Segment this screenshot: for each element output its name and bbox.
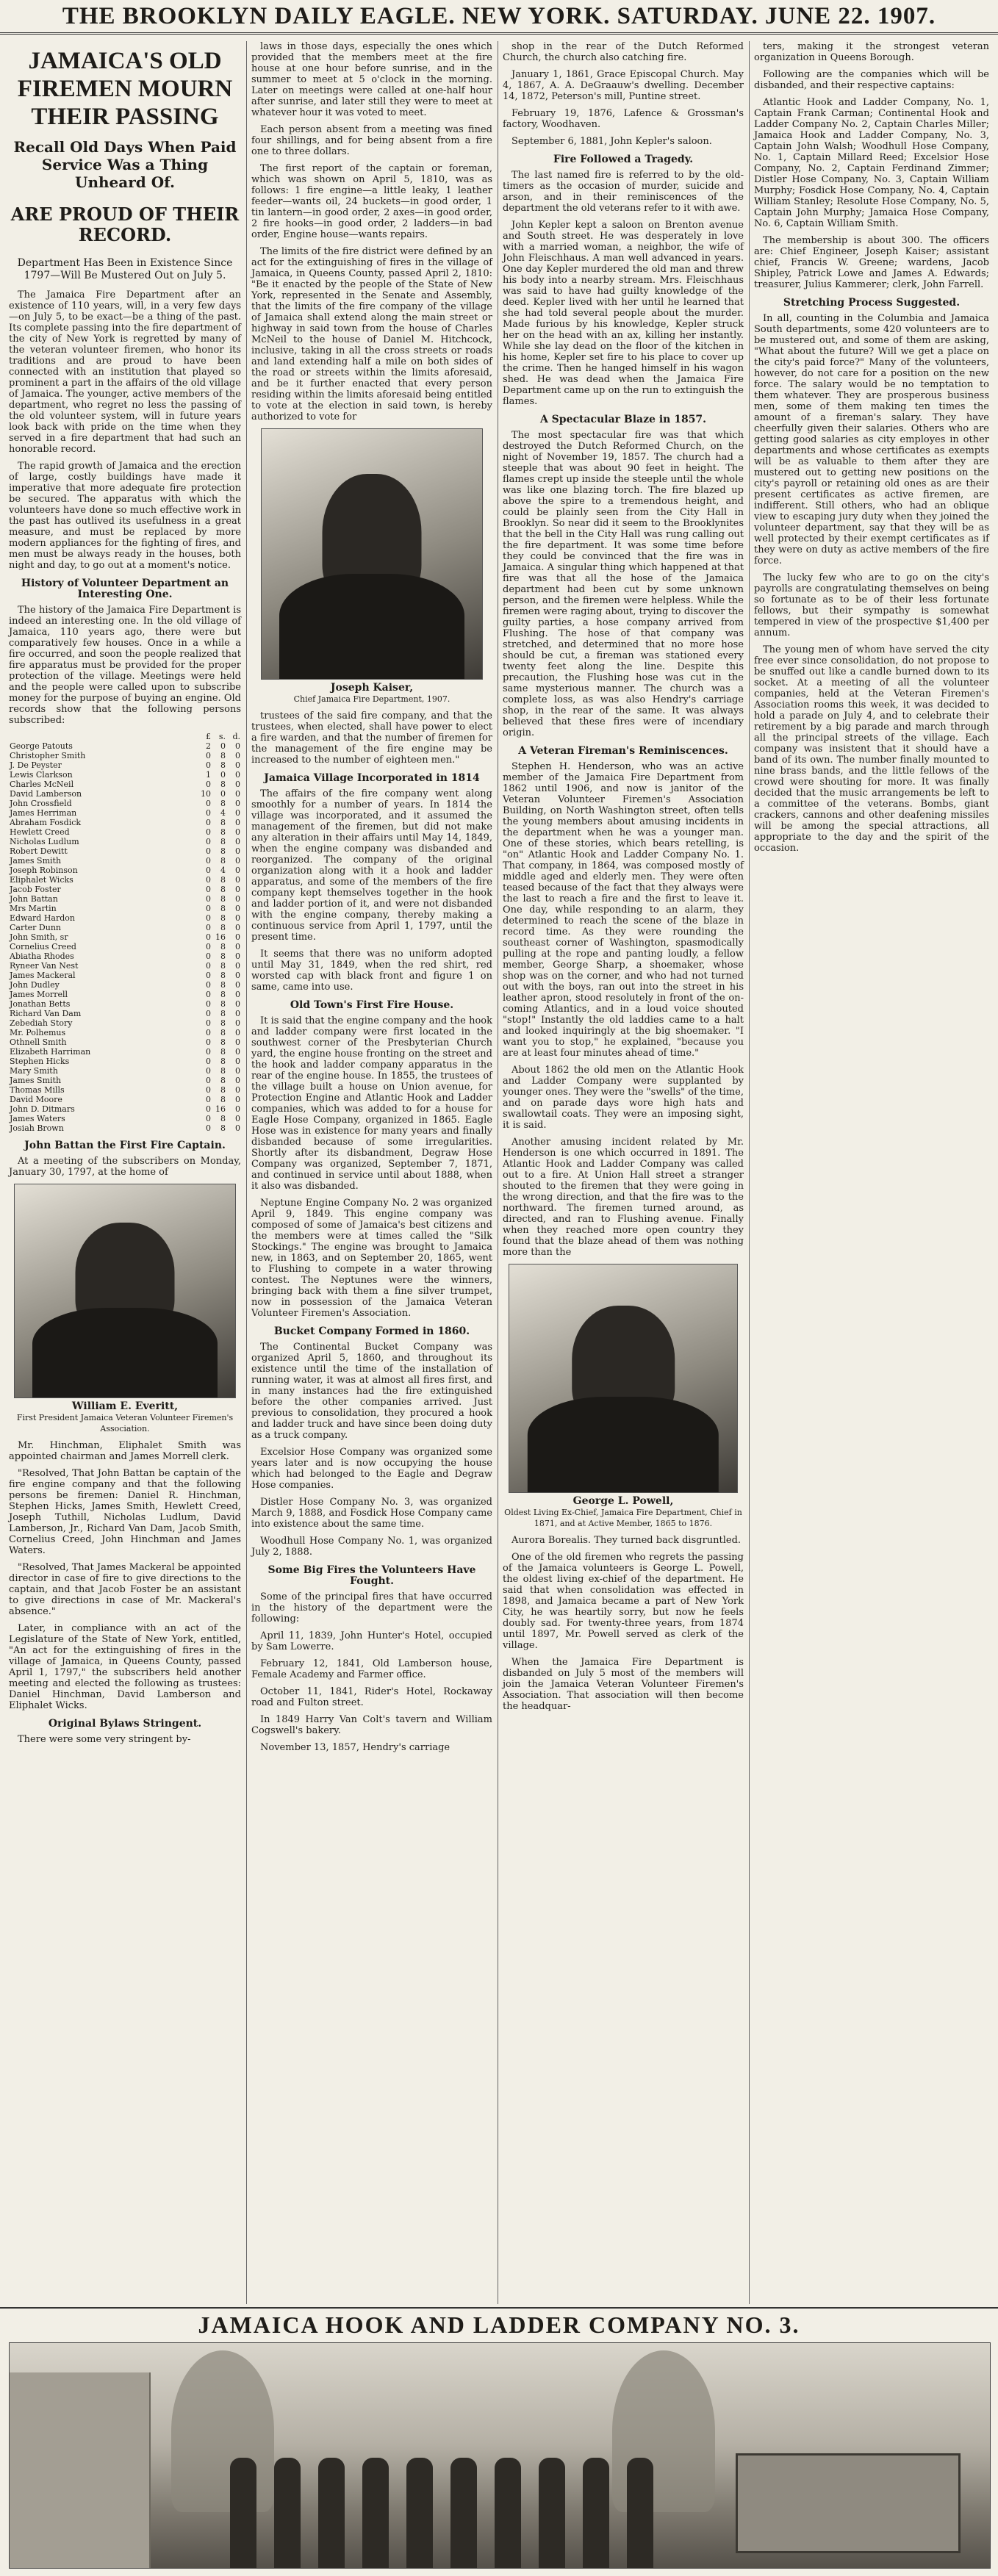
article-paragraph: Excelsior Hose Company was organized some years later and is now occupying the house which had belonged to the Eagle and Degraw Hose companies. xyxy=(251,1447,492,1491)
table-row xyxy=(9,990,241,999)
lead-subhead-2: ARE PROUD OF THEIR RECORD. xyxy=(10,204,240,245)
table-cell: 8 xyxy=(220,827,226,837)
table-cell: 0 xyxy=(235,751,240,760)
table-cell: 0 xyxy=(235,846,240,856)
table-cell: 0 xyxy=(206,751,211,760)
table-cell: 16 xyxy=(215,1104,226,1114)
table-cell: Cornelius Creed xyxy=(10,942,76,951)
table-cell: 0 xyxy=(206,894,211,904)
column-4 xyxy=(754,41,989,860)
photo-ladder-truck xyxy=(736,2453,961,2553)
group-photo xyxy=(9,2342,991,2569)
table-cell: 8 xyxy=(220,1047,226,1057)
article-paragraph: Each person absent from a meeting was fined four shillings, and for being absent from a fire one to three dollars. xyxy=(251,124,492,157)
table-row xyxy=(9,971,241,980)
table-row xyxy=(9,1123,241,1133)
table-cell: Thomas Mills xyxy=(10,1085,65,1095)
table-cell: Richard Van Dam xyxy=(10,1009,82,1018)
table-cell: David Lamberson xyxy=(10,789,82,799)
table-row xyxy=(9,1114,241,1123)
article-paragraph: Following are the companies which will be disbanded, and their respective captains: xyxy=(754,69,989,91)
article-paragraph: At a meeting of the subscribers on Monday, January 30, 1797, at the home of xyxy=(9,1156,241,1178)
table-cell: James Waters xyxy=(10,1114,65,1123)
table-cell: 0 xyxy=(206,760,211,770)
table-cell: Hewlett Creed xyxy=(10,827,70,837)
table-cell: 0 xyxy=(235,760,240,770)
table-cell: 0 xyxy=(206,1037,211,1047)
article-paragraph: shop in the rear of the Dutch Reformed Church, the church also catching fire. xyxy=(503,41,744,63)
table-cell: 0 xyxy=(235,1085,240,1095)
table-row xyxy=(9,875,241,885)
table-cell: 8 xyxy=(220,1123,226,1133)
table-cell: 0 xyxy=(235,1066,240,1076)
table-cell: 8 xyxy=(220,980,226,990)
table-cell: 0 xyxy=(206,866,211,875)
article-paragraph: The last named fire is referred to by the old-timers as the occasion of murder, suicide and arson, and in their reminiscences of the department the old veterans refer to it with awe. xyxy=(503,170,744,214)
table-cell: 0 xyxy=(206,818,211,827)
table-cell: James Morrell xyxy=(10,990,68,999)
table-cell: Ryneer Van Nest xyxy=(10,961,79,971)
portrait-photo xyxy=(509,1264,738,1493)
table-row xyxy=(9,789,241,799)
table-cell: Mrs Martin xyxy=(10,904,57,913)
table-cell: 8 xyxy=(220,1076,226,1085)
table-row xyxy=(9,1037,241,1047)
table-row xyxy=(9,818,241,827)
table-row xyxy=(9,1095,241,1104)
table-cell: 1 xyxy=(206,770,211,780)
article-paragraph: Neptune Engine Company No. 2 was organized April 9, 1849. This engine company was composed of some of Jamaica's best citizens and the members were at times called the "Silk Stockings." The engine was brought to Jamaica new, in 1863, and on September 20, 1865, went to Flushing to compete in a water throwing contest. The Neptunes were the winners, bringing back with them a fine silver trumpet, now in possession of the Jamaica Veteran Volunteer Firemen's Association. xyxy=(251,1198,492,1319)
article-paragraph: The history of the Jamaica Fire Department is indeed an interesting one. In the old village of Jamaica, 110 years ago, there were but comparatively few houses. Once in a while a fire occurred, and soon the people realized that fire apparatus must be provided for the proper protection of the village. Meetings were held and the people were called upon to subscribe money for the purpose of buying an engine. Old records show that the following persons subscribed: xyxy=(9,605,241,726)
article-paragraph: Woodhull Hose Company No. 1, was organized July 2, 1888. xyxy=(251,1536,492,1558)
table-row xyxy=(9,1066,241,1076)
section-heading: Some Big Fires the Volunteers Have Fought. xyxy=(268,1564,476,1587)
article-paragraph: September 6, 1881, John Kepler's saloon. xyxy=(511,136,712,147)
column-rule xyxy=(749,41,750,2304)
table-row xyxy=(9,827,241,837)
table-cell: 0 xyxy=(206,846,211,856)
table-cell: 8 xyxy=(220,1018,226,1028)
section-heading: Original Bylaws Stringent. xyxy=(48,1718,202,1730)
table-cell: 8 xyxy=(220,875,226,885)
table-row xyxy=(9,885,241,894)
table-row xyxy=(9,1076,241,1085)
table-cell: 0 xyxy=(235,1028,240,1037)
article-paragraph: The affairs of the fire company went along smoothly for a number of years. In 1814 the village was incorporated, and it assumed the management of the firemen, but did not make any alteration in their affairs until May 14, 1849, when the engine company was disbanded and reorganized. The company of the original organization along with it a hook and ladder apparatus, and some of the members of the fire company kept themselves together in the hook and ladder portion of it, and were not disbanded with the engine company, thereby making a continuous service from April 1, 1797, until the present time. xyxy=(251,788,492,943)
table-row xyxy=(9,846,241,856)
table-cell: 0 xyxy=(235,827,240,837)
table-cell: 0 xyxy=(235,932,240,942)
table-row xyxy=(9,1057,241,1066)
article-paragraph: "Resolved, That John Battan be captain of the fire engine company and that the following persons be firemen: Daniel R. Hinchman, Stephen Hicks, James Smith, Hewlett Creed, Joseph Tuthill, Nicholas Ludlum, David Lamberson, Jr., Richard Van Dam, Jacob Smith, Cornelius Creed, John Hinchman and James Waters. xyxy=(9,1468,241,1556)
table-cell: Jonathan Betts xyxy=(10,999,71,1009)
table-cell: 0 xyxy=(206,856,211,866)
article-paragraph: In 1849 Harry Van Colt's tavern and William Cogswell's bakery. xyxy=(251,1714,492,1736)
table-row xyxy=(9,913,241,923)
table-cell: 0 xyxy=(206,1057,211,1066)
table-cell: 0 xyxy=(235,1104,240,1114)
table-cell: 0 xyxy=(235,780,240,789)
article-paragraph: laws in those days, especially the ones which provided that the members meet at the fire house at one hour before sunrise, and in the summer to meet at 5 o'clock in the morning. Later on meetings were called at one-half hour after sunrise, and later still they were to meet at whatever hour it was voted to meet. xyxy=(251,41,492,118)
table-cell: Josiah Brown xyxy=(10,1123,64,1133)
table-cell: Nicholas Ludlum xyxy=(10,837,79,846)
table-cell: 0 xyxy=(206,1009,211,1018)
table-cell: 0 xyxy=(220,741,226,751)
article-paragraph: "Resolved, That James Mackeral be appointed director in case of fire to give directions to the captain, and that Jacob Foster be an assistant to give directions in case of Mr. Mackeral's absence." xyxy=(9,1562,241,1617)
article-paragraph: The first report of the captain or foreman, which was shown on April 5, 1810, was as follows: 1 fire engine—a little leaky, 1 leather feeder—wants oil, 24 buckets—in good order, 1 tin lantern—in good order, 2 axes—in good order, 2 fire hooks—in good order, 2 ladders—in bad order, Engine house—wants repairs. xyxy=(251,163,492,240)
table-cell: 8 xyxy=(220,846,226,856)
article-paragraph: John Kepler kept a saloon on Brenton avenue and South street. He was desperately in love with a married woman, a neighbor, the wife of John Fleischhaus. A man well advanced in years. One day Kepler murdered the old man and threw his body into a nearby stream. Mrs. Fleischhaus was said to have had guilty knowledge of the deed. Kepler lived with her until he learned that she had told several people about the murder. Made furious by his knowledge, Kepler struck her on the head with an ax, killing her instantly. While she lay dead on the floor of the kitchen in his home, Kepler set fire to his place to cover up the crime. Then he hanged himself in his wagon shed. He was dead when the Jamaica Fire Department came up on the run to extinguish the flames. xyxy=(503,220,744,407)
table-cell: John Battan xyxy=(10,894,58,904)
table-row xyxy=(9,980,241,990)
article-paragraph: One of the old firemen who regrets the passing of the Jamaica volunteers is George L. Powell, the oldest living ex-chief of the department. He said that when consolidation was effected in 1898, and Jamaica became a part of New York City, he was heartily sorry, but now he feels doubly sad. For twenty-three years, from 1874 until 1897, Mr. Powell served as clerk of the village. xyxy=(503,1552,744,1651)
column-3 xyxy=(503,41,744,1718)
table-cell: 8 xyxy=(220,1066,226,1076)
table-cell: 0 xyxy=(206,1076,211,1085)
table-row xyxy=(9,760,241,770)
table-cell: 0 xyxy=(206,1047,211,1057)
photo-subcaption: Chief Jamaica Fire Department, 1907. xyxy=(293,694,450,704)
table-cell: John Crossfield xyxy=(10,799,72,808)
article-paragraph: The Jamaica Fire Department after an existence of 110 years, will, in a very few days—on July 5, to be exact—be a thing of the past. Its complete passing into the fire department of the city of New York is regretted by many of the veteran volunteer firemen, who honor its traditions and are proud to have been connected with an institution that played so prominent a part in the affairs of the old village of Jamaica. The younger, active members of the department, who regret no less the passing of the old volunteer system, will in future years look back with pride on the time when they served in a fire department that had such an honorable record. xyxy=(9,289,241,455)
table-cell: 0 xyxy=(235,885,240,894)
table-cell: 0 xyxy=(206,780,211,789)
table-cell: Eliphalet Wicks xyxy=(10,875,73,885)
table-row xyxy=(9,942,241,951)
table-cell: James Mackeral xyxy=(10,971,76,980)
table-cell: Jacob Foster xyxy=(10,885,61,894)
table-cell: Lewis Clarkson xyxy=(10,770,73,780)
table-row xyxy=(9,904,241,913)
table-row xyxy=(9,808,241,818)
table-cell: 0 xyxy=(206,932,211,942)
section-heading: Jamaica Village Incorporated in 1814 xyxy=(264,772,480,784)
table-cell: 0 xyxy=(235,875,240,885)
table-cell: 0 xyxy=(235,999,240,1009)
lead-headline: JAMAICA'S OLD FIREMEN MOURN THEIR PASSING xyxy=(17,48,233,130)
table-row xyxy=(9,741,241,751)
table-cell: 0 xyxy=(235,1076,240,1085)
table-cell: 8 xyxy=(220,1114,226,1123)
table-cell: 0 xyxy=(235,980,240,990)
table-cell: 0 xyxy=(206,904,211,913)
table-row xyxy=(9,770,241,780)
table-cell: 0 xyxy=(235,741,240,751)
table-cell: 0 xyxy=(206,1123,211,1133)
table-cell: 8 xyxy=(220,913,226,923)
table-cell: 8 xyxy=(220,951,226,961)
table-row xyxy=(9,1028,241,1037)
table-cell: 0 xyxy=(206,1114,211,1123)
table-cell: Joseph Robinson xyxy=(10,866,78,875)
table-cell: 0 xyxy=(206,1104,211,1114)
table-row xyxy=(9,932,241,942)
table-cell: 0 xyxy=(206,808,211,818)
table-cell: Edward Hardon xyxy=(10,913,75,923)
article-paragraph: The rapid growth of Jamaica and the erection of large, costly buildings have made it imperative that more adequate fire protection be secured. The apparatus with which the volunteers have done so much effective work in the past has outlived its usefulness in a great measure, and must be replaced by more modern appliances for the fighting of fires, and men must be always ready in the houses, both night and day, to go out at a moment's notice. xyxy=(9,461,241,571)
table-cell: 0 xyxy=(206,1028,211,1037)
table-cell: 0 xyxy=(206,1095,211,1104)
table-cell: 0 xyxy=(235,971,240,980)
table-row xyxy=(9,866,241,875)
table-cell: Zebediah Story xyxy=(10,1018,73,1028)
table-cell: 8 xyxy=(220,961,226,971)
table-cell: 0 xyxy=(235,1009,240,1018)
table-cell: 8 xyxy=(220,799,226,808)
article-paragraph: October 11, 1841, Rider's Hotel, Rockaway road and Fulton street. xyxy=(251,1686,492,1708)
table-cell: Robert Dewitt xyxy=(10,846,68,856)
article-paragraph: In all, counting in the Columbia and Jamaica South departments, some 420 volunteers are to be mustered out, and some of them are asking, "What about the future? Will we get a place on the city's paid force?" Many of the volunteers, however, do not care for a position on the new force. The salary would be no temptation to them whatever. They are prosperous business men, some of them making ten times the amount of a fireman's salary. They have cheerfully given their salaries. Others who are getting good salaries as city employes in other departments and whose certificates as exempts will be as valuable to them after they are mustered out to getting new positions on the city's payroll or retaining old ones as are their present certificates as active firemen, are indifferent. Still others, who had an oblique view to escaping jury duty when they joined the volunteer department, say that they will be as well protected by their exempt certificates as if they were on duty as active members of the fire force. xyxy=(754,313,989,566)
table-cell: 0 xyxy=(235,1114,240,1123)
article-paragraph: February 19, 1876, Lafence & Grossman's factory, Woodhaven. xyxy=(503,108,744,130)
masthead: THE BROOKLYN DAILY EAGLE. NEW YORK. SATURDAY. JUNE 22. 1907. xyxy=(0,0,998,35)
table-cell: 4 xyxy=(220,866,226,875)
table-cell: 0 xyxy=(235,913,240,923)
table-cell: 0 xyxy=(235,1057,240,1066)
article-paragraph: When the Jamaica Fire Department is disbanded on July 5 most of the members will join the Jamaica Veteran Volunteer Firemen's Association. That association will then become the headquar- xyxy=(503,1657,744,1712)
table-cell: Mr. Polhemus xyxy=(10,1028,66,1037)
bottom-headline: JAMAICA HOOK AND LADDER COMPANY NO. 3. xyxy=(0,2307,998,2341)
article-paragraph: Atlantic Hook and Ladder Company, No. 1, Captain Frank Carman; Continental Hook and Ladder Company No. 2, Captain Charles Miller; Jamaica Hook and Ladder Company, No. 3, Captain John Walsh; Woodhull Hose Company, No. 1, Captain Millard Reed; Excelsior Hose Company, No. 2, Captain Ferdinand Zimmer; Distler Hose Company, No. 3, Captain William Murphy; Fosdick Hose Company, No. 4, Captain William Stanley; Resolute Hose Company, No. 5, Captain John Murphy; Jamaica Hose Company, No. 6, Captain William Smith. xyxy=(754,97,989,229)
table-cell: 8 xyxy=(220,894,226,904)
column-2 xyxy=(251,41,492,1759)
article-paragraph: It seems that there was no uniform adopted until May 31, 1849, when the red shirt, red worsted cap with black front and figure 1 on same, came into use. xyxy=(251,949,492,993)
photo-subcaption: First President Jamaica Veteran Volunteer Firemen's Association. xyxy=(16,1413,234,1433)
table-cell: 8 xyxy=(220,751,226,760)
table-cell: Carter Dunn xyxy=(10,923,61,932)
table-cell: James Herriman xyxy=(10,808,77,818)
table-cell: 8 xyxy=(220,780,226,789)
table-header: s. xyxy=(218,732,226,741)
table-cell: 8 xyxy=(220,818,226,827)
table-row xyxy=(9,837,241,846)
table-cell: 0 xyxy=(220,770,226,780)
article-paragraph: ters, making it the strongest veteran organization in Queens Borough. xyxy=(754,41,989,63)
table-cell: 0 xyxy=(235,1123,240,1133)
table-cell: 0 xyxy=(235,808,240,818)
table-cell: 0 xyxy=(235,942,240,951)
table-cell: 8 xyxy=(220,1028,226,1037)
table-cell: James Smith xyxy=(10,1076,62,1085)
column-rule xyxy=(246,41,247,2304)
table-cell: 0 xyxy=(235,904,240,913)
photo-caption: George L. Powell, xyxy=(572,1495,674,1507)
table-header: £ xyxy=(206,732,211,741)
table-cell: Elizabeth Harriman xyxy=(10,1047,91,1057)
table-cell: 4 xyxy=(220,808,226,818)
section-heading: A Spectacular Blaze in 1857. xyxy=(539,414,707,425)
table-cell: James Smith xyxy=(10,856,62,866)
article-paragraph: Another amusing incident related by Mr. Henderson is one which occurred in 1891. The Atlantic Hook and Ladder Company was called out to a fire. At Union Hall street a stranger shouted to the firemen that they were going in the wrong direction, and that the fire was to the northward. The firemen turned around, as directed, and ran to Flushing avenue. Finally when they reached more open country they found that the blaze ahead of them was nothing more than the xyxy=(503,1137,744,1258)
table-row xyxy=(9,894,241,904)
table-cell: 0 xyxy=(206,885,211,894)
photo-subcaption: Oldest Living Ex-Chief, Jamaica Fire Department, Chief in 1871, and at Active Member, 1865 to 1876. xyxy=(504,1508,742,1528)
column-1 xyxy=(9,41,241,1751)
table-cell: George Patouts xyxy=(10,741,73,751)
table-cell: 8 xyxy=(220,1009,226,1018)
table-cell: 0 xyxy=(235,856,240,866)
lead-deck: Department Has Been in Existence Since 1797—Will Be Mustered Out on July 5. xyxy=(17,257,233,281)
article-paragraph: Some of the principal fires that have occurred in the history of the department were the following: xyxy=(251,1591,492,1625)
article-paragraph: About 1862 the old men on the Atlantic Hook and Ladder Company were supplanted by younger ones. They were the "swells" of the time, and on parade days wore high hats and swallowtail coats. They were an imposing sight, it is said. xyxy=(503,1065,744,1131)
table-cell: 8 xyxy=(220,837,226,846)
table-row xyxy=(9,780,241,789)
table-cell: 0 xyxy=(235,770,240,780)
section-heading: Fire Followed a Tragedy. xyxy=(553,154,694,165)
table-row xyxy=(9,1009,241,1018)
table-cell: Othnell Smith xyxy=(10,1037,67,1047)
article-paragraph: The Continental Bucket Company was organized April 5, 1860, and throughout its existence until the time of the installation of running water, it was at almost all fires first, and in many instances had the fire extinguished before the other companies arrived. Just previous to consolidation, they procured a hook and ladder truck and have since been doing duty as a truck company. xyxy=(251,1342,492,1441)
article-paragraph: Later, in compliance with an act of the Legislature of the State of New York, entitled, "An act for the extinguishing of fires in the village of Jamaica, in Queens County, passed April 1, 1797," the subscribers held another meeting and elected the following as trustees: Daniel Hinchman, David Lamberson and Eliphalet Wicks. xyxy=(9,1623,241,1711)
table-cell: John D. Ditmars xyxy=(10,1104,75,1114)
table-cell: 0 xyxy=(235,837,240,846)
table-cell: 0 xyxy=(206,951,211,961)
table-cell: Mary Smith xyxy=(10,1066,58,1076)
table-cell: 0 xyxy=(206,799,211,808)
table-cell: 0 xyxy=(235,894,240,904)
table-cell: 0 xyxy=(235,789,240,799)
table-cell: 0 xyxy=(206,1085,211,1095)
table-cell: 8 xyxy=(220,999,226,1009)
photo-caption: William E. Everitt, xyxy=(71,1400,179,1412)
table-cell: David Moore xyxy=(10,1095,62,1104)
table-cell: 0 xyxy=(206,837,211,846)
table-cell: 8 xyxy=(220,923,226,932)
table-cell: 0 xyxy=(206,827,211,837)
article-paragraph: April 11, 1839, John Hunter's Hotel, occupied by Sam Lowerre. xyxy=(251,1630,492,1652)
table-cell: 0 xyxy=(235,866,240,875)
table-cell: 0 xyxy=(206,942,211,951)
section-heading: Old Town's First Fire House. xyxy=(290,999,454,1011)
article-paragraph: It is said that the engine company and the hook and ladder company were first located in the southwest corner of the Presbyterian Church yard, the engine house fronting on the street and the hook and ladder company apparatus in the rear of the engine house. In 1855, the trustees of the village built a house on Union avenue, for Protection Engine and Atlantic Hook and Ladder companies, which was added to for a house for Eagle Hose Company, organized in 1865. Eagle Hose was in existence for many years and finally disbanded because of some irregularities. Shortly after its disbandment, Degraw Hose Company was organized, September 7, 1871, and continued in service until about 1888, when it also was disbanded. xyxy=(251,1015,492,1192)
table-cell: 0 xyxy=(235,961,240,971)
table-cell: 0 xyxy=(206,980,211,990)
table-cell: 8 xyxy=(220,885,226,894)
section-heading: Bucket Company Formed in 1860. xyxy=(273,1325,470,1337)
table-cell: 0 xyxy=(206,1066,211,1076)
table-cell: 0 xyxy=(206,990,211,999)
table-cell: Charles McNeil xyxy=(10,780,74,789)
table-cell: Abiatha Rhodes xyxy=(10,951,74,961)
table-cell: 0 xyxy=(235,818,240,827)
table-cell: 8 xyxy=(220,856,226,866)
article-paragraph: The young men of whom have served the city free ever since consolidation, do not propose to be snuffed out like a candle burned down to its socket. At a meeting of all the volunteer companies, held at the Veteran Firemen's Association rooms this week, it was decided to hold a parade on July 4, and to celebrate their retirement by a big parade and march through all the principal streets of the village. Each company was insistent that it should have a band of its own. The number finally mounted to nine brass bands, and the little fellows of the crowd were shouting for more. It was finally decided that the music arrangements be left to a committee of the veterans. Bombs, giant crackers, cannons and other deafening missiles will be among the special attractions, all appropriate to the day and the spirit of the occasion. xyxy=(754,644,989,854)
table-cell: 0 xyxy=(235,951,240,961)
article-paragraph: The membership is about 300. The officers are: Chief Engineer, Joseph Kaiser; assistant chief, Francis W. Greene; wardens, Jacob Shipley, Patrick Lowe and James A. Edwards; treasurer, Julius Kammerer; clerk, John Farrell. xyxy=(754,235,989,290)
table-cell: 0 xyxy=(235,923,240,932)
table-row xyxy=(9,999,241,1009)
section-heading: History of Volunteer Department an Interesting One. xyxy=(21,578,229,600)
section-heading: John Battan the First Fire Captain. xyxy=(24,1140,226,1151)
table-cell: 0 xyxy=(206,923,211,932)
table-cell: 0 xyxy=(235,799,240,808)
section-heading: Stretching Process Suggested. xyxy=(783,297,961,309)
article-paragraph: The limits of the fire district were defined by an act for the extinguishing of fires in the village of Jamaica, in Queens County, passed April 2, 1810: "Be it enacted by the people of the State of New York, represented in the Senate and Assembly, that the limits of the fire company of the village of Jamaica shall extend along the main street or highway in said town from the house of Charles McNeil to the house of Daniel M. Hitchcock, inclusive, taking in all the cross streets or roads and land extending half a mile on both sides of the road or streets within the limits aforesaid, and be it further enacted that every person residing within the limits aforesaid being entitled to vote at the election in said town, is hereby authorized to vote for xyxy=(251,246,492,422)
table-header: d. xyxy=(232,732,240,741)
table-cell: Christopher Smith xyxy=(10,751,86,760)
table-cell: Abraham Fosdick xyxy=(10,818,82,827)
table-cell: 8 xyxy=(220,942,226,951)
article-paragraph: There were some very stringent by- xyxy=(18,1734,191,1745)
table-cell: Stephen Hicks xyxy=(10,1057,70,1066)
portrait-photo xyxy=(14,1184,236,1398)
table-cell: 0 xyxy=(220,789,226,799)
portrait-photo xyxy=(261,428,483,680)
table-row xyxy=(9,799,241,808)
table-cell: 8 xyxy=(220,990,226,999)
article-paragraph: November 13, 1857, Hendry's carriage xyxy=(260,1742,450,1753)
table-cell: 8 xyxy=(220,1085,226,1095)
article-paragraph: The most spectacular fire was that which destroyed the Dutch Reformed Church, on the night of November 19, 1857. The church had a steeple that was about 90 feet in height. The flames crept up inside the steeple until the whole was like one blazing torch. The fire blazed up above the spire to a tremendous height, and could be plainly seen from the City Hall in Brooklyn. So near did it seem to the Brooklynites that the bell in the City Hall was rung calling out the fire department. It was some time before they could be convinced that the fire was in Jamaica. A singular thing which happened at that fire was that all the hose of the Jamaica department had been cut by some unknown person, and the firemen were helpless. While the firemen were raging about, trying to discover the guilty parties, a hose company arrived from Flushing. The hose of that company was stretched, and determined that no more hose should be cut, a fireman was stationed every twenty feet along the line. Despite this precaution, the Flushing hose was cut in the same mysterious manner. The church was a complete loss, as was also Hendry's carriage shop, in the rear of the same. It was always believed that these fires were of incendiary origin. xyxy=(503,430,744,738)
table-cell: 0 xyxy=(206,1018,211,1028)
table-row xyxy=(9,1047,241,1057)
table-cell: 0 xyxy=(206,961,211,971)
photo-firemen xyxy=(230,2431,700,2568)
table-cell: 10 xyxy=(201,789,211,799)
table-cell: 0 xyxy=(235,1037,240,1047)
table-cell: 8 xyxy=(220,1037,226,1047)
table-row xyxy=(9,1104,241,1114)
table-cell: 0 xyxy=(206,913,211,923)
table-cell: J. De Peyster xyxy=(10,760,62,770)
table-cell: 8 xyxy=(220,760,226,770)
photo-caption: Joseph Kaiser, xyxy=(330,682,414,694)
table-cell: 0 xyxy=(206,971,211,980)
table-cell: 0 xyxy=(235,1047,240,1057)
table-cell: John Dudley xyxy=(10,980,60,990)
article-paragraph: trustees of the said fire company, and that the trustees, when elected, shall have power to elect a fire warden, and that the number of firemen for the management of the fire engine may be increased to the number of eighteen men." xyxy=(251,710,492,766)
table-row xyxy=(9,751,241,760)
table-cell: 8 xyxy=(220,971,226,980)
article-paragraph: Distler Hose Company No. 3, was organized March 9, 1888, and Fosdick Hose Company came into existence about the same time. xyxy=(251,1497,492,1530)
table-row xyxy=(9,856,241,866)
article-paragraph: The lucky few who are to go on the city's payrolls are congratulating themselves on being so fortunate as to be of their less fortunate fellows, but their sympathy is somewhat tempered in view of the prospective $1,400 per annum. xyxy=(754,572,989,638)
photo-house xyxy=(10,2372,151,2568)
table-row xyxy=(9,951,241,961)
article-paragraph: January 1, 1861, Grace Episcopal Church. May 4, 1867, A. A. DeGraauw's dwelling. December 14, 1872, Peterson's mill, Puntine street. xyxy=(503,69,744,102)
table-cell: 0 xyxy=(235,1018,240,1028)
table-cell: 8 xyxy=(220,904,226,913)
article-paragraph: February 12, 1841, Old Lamberson house, Female Academy and Farmer office. xyxy=(251,1658,492,1680)
table-cell: 2 xyxy=(206,741,211,751)
table-row xyxy=(9,923,241,932)
table-cell: 16 xyxy=(215,932,226,942)
table-row xyxy=(9,961,241,971)
table-cell: 0 xyxy=(235,1095,240,1104)
table-cell: 8 xyxy=(220,1057,226,1066)
subscriber-table xyxy=(9,732,241,1133)
table-cell: 8 xyxy=(220,1095,226,1104)
section-heading: A Veteran Fireman's Reminiscences. xyxy=(518,745,728,757)
table-cell: John Smith, sr xyxy=(10,932,68,942)
table-cell: 0 xyxy=(206,999,211,1009)
lead-subhead: Recall Old Days When Paid Service Was a Thing Unheard Of. xyxy=(13,138,237,191)
article-paragraph: Mr. Hinchman, Eliphalet Smith was appointed chairman and James Morrell clerk. xyxy=(9,1440,241,1462)
table-row xyxy=(9,1018,241,1028)
article-paragraph: Stephen H. Henderson, who was an active member of the Jamaica Fire Department from 1862 until 1906, and now is janitor of the Veteran Volunteer Firemen's Association Building, on North Washington street, often tells the young members about amusing incidents in the department when he was a younger man. One of these stories, which bears retelling, is "on" Atlantic Hook and Ladder Company No. 1. That company, in 1864, was composed mostly of middle aged and elderly men. They were often teased because of the fact that they always were the last to reach a fire and the first to leave it. One day, while responding to an alarm, they determined to reach the scene of the blaze in record time. As they were rounding the southeast corner of Washington, spasmodically pulling at the rope and panting loudly, a fellow member, George Sharp, a shoemaker, whose shop was on the corner, and who had not turned out with the boys, ran out into the street in his leather apron, stood resolutely in front of the on-coming Atlantics, and in a loud voice shouted "stop!" Instantly the old laddies came to a halt and looked inquiringly at the big shoemaker. "I want you to stop," he explained, "because you are at least four minutes ahead of time." xyxy=(503,761,744,1059)
table-cell: 0 xyxy=(206,875,211,885)
article-paragraph: Aurora Borealis. They turned back disgruntled. xyxy=(511,1535,742,1546)
table-cell: 0 xyxy=(235,990,240,999)
table-row xyxy=(9,1085,241,1095)
